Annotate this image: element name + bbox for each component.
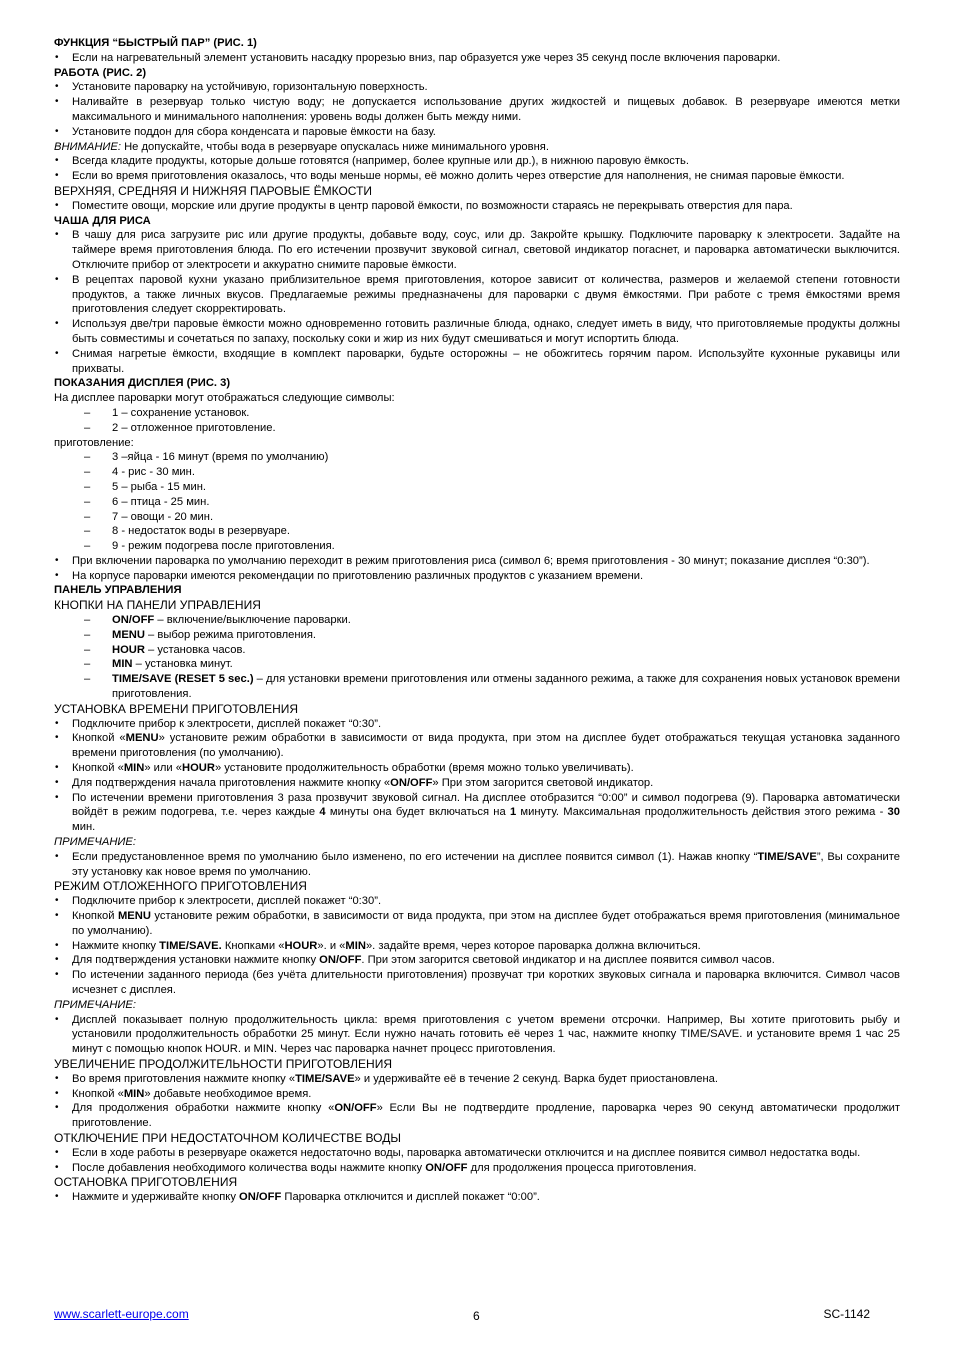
dash-marker-icon: – [84, 628, 91, 641]
text-run: Дисплей показывает полную продолжительность цикла: время приготовления с учетом времени отсрочки. Например, Вы хотите приготовить рыбу и установили продолжительность обработки 25 минут. Если нужно начать готовить её через 1 час, нажмите кнопку TIME/SAVE. и установите время 1 час 25 минут с помощью кнопок HOUR. и MIN. Через час пароварка начнет процесс приготовления. [72, 1013, 900, 1056]
bold-text: 4 [319, 806, 326, 819]
bullet-marker-icon: • [55, 1072, 59, 1084]
text-run: мин. [72, 821, 96, 834]
bullet-marker-icon: • [55, 895, 59, 907]
text-run: – установка часов. [144, 643, 246, 656]
bullet-item [54, 1101, 900, 1131]
text-run: для продолжения процесса приготовления. [467, 1161, 697, 1174]
bullet-item [54, 939, 900, 954]
text-run: Во время приготовления нажмите кнопку « [72, 1072, 296, 1085]
text-run: 7 – овощи - 20 мин. [112, 510, 214, 523]
bullet-item [54, 717, 900, 732]
text-run: Кнопкой « [72, 762, 124, 775]
bold-text: MENU [125, 732, 159, 745]
bullet-marker-icon: • [55, 954, 59, 966]
dash-item [54, 657, 900, 672]
bold-text: ON/OFF [334, 1102, 377, 1115]
text-run: 6 – птица - 25 мин. [112, 495, 210, 508]
subsection-heading: ОСТАНОВКА ПРИГОТОВЛЕНИЯ [54, 1175, 238, 1190]
text-run: Подключите прибор к электросети, дисплей покажет “0:30”. [72, 717, 382, 730]
section-heading: ЧАША ДЛЯ РИСА [54, 214, 151, 227]
text-run: » установите режим обработки в зависимости от вида продукта, при этом на дисплее будет отображаться текущая установка заданного времени приготовления (по умолчанию). [72, 732, 900, 760]
subsection-heading: УВЕЛИЧЕНИЕ ПРОДОЛЖИТЕЛЬНОСТИ ПРИГОТОВЛЕНИЯ [54, 1056, 392, 1071]
text-run: По истечении времени приготовления 3 раза прозвучит звуковой сигнал. На дисплее отобразится “0:00” и символ подогрева (9). Пароварка автоматически войдёт в режим подогрева, т.е. через каждые [72, 791, 900, 819]
text-run: Нажмите кнопку [72, 939, 160, 952]
dash-item [54, 510, 900, 525]
bullet-item [54, 1190, 900, 1205]
dash-item [54, 480, 900, 495]
text-run: 4 - рис - 30 мин. [112, 466, 195, 479]
text-run: Нажмите и удерживайте кнопку [72, 1191, 240, 1204]
text-run: – включение/выключение пароварки. [154, 614, 351, 627]
text-run: » При этом загорится световой индикатор. [432, 776, 654, 789]
text-run: В рецептах паровой кухни указано приблизительное время приготовления, которое зависит от количества, размеров и желаемой степени готовности продуктов, а также личных вкусов. Предлагаемые режимы предназначены для пароварки с двумя ёмкостями. При работе с тремя ёмкостями время приготовления следует скорректировать. [72, 273, 900, 316]
text-run: приготовление: [54, 436, 134, 449]
dash-marker-icon: – [84, 451, 91, 464]
dash-item [54, 524, 900, 539]
text-run: Наливайте в резервуар только чистую воду; не допускается использование других жидкостей и пищевых добавок. В резервуаре имеются метки максимального и минимального наполнения: уровень воды должен быть между ними. [72, 96, 900, 123]
bold-text: HOUR [112, 643, 145, 656]
bullet-item [54, 228, 900, 272]
text-run: » добавьте необходимое время. [144, 1087, 312, 1100]
bullet-marker-icon: • [55, 229, 59, 241]
text-run: Поместите овощи, морские или другие продукты в центр паровой ёмкости, по возможности стараясь не перекрывать отверстия для пара. [72, 199, 793, 212]
text-run: » установите продолжительность обработки (время можно только увеличивать). [214, 762, 634, 775]
text-run: минуты она будет включаться на [325, 806, 510, 819]
bullet-marker-icon: • [55, 776, 59, 788]
text-run: – установка минут. [132, 658, 233, 671]
bold-text: TIME/SAVE [295, 1072, 355, 1085]
text-run: Если в ходе работы в резервуаре окажется недостаточно воды, пароварка автоматически отключится и на дисплее появится символ недостатка воды. [72, 1146, 861, 1159]
bullet-marker-icon: • [55, 155, 59, 167]
bullet-marker-icon: • [55, 1013, 59, 1025]
bullet-item [54, 95, 900, 125]
manual-content [54, 36, 900, 1205]
dash-item [54, 495, 900, 510]
subsection-heading: РЕЖИМ ОТЛОЖЕННОГО ПРИГОТОВЛЕНИЯ [54, 879, 307, 894]
bullet-item [54, 968, 900, 998]
bullet-marker-icon: • [55, 969, 59, 981]
bold-text: MIN [345, 939, 366, 952]
text-run: ». задайте время, через которое пароварка должна включиться. [365, 939, 701, 952]
bullet-item [54, 791, 900, 835]
text-run: В чашу для риса загрузите рис или другие продукты, добавьте воду, соус, или др. Закройте крышку. Подключите пароварку к электросети. Задайте на таймере время приготовления блюда. По его истечении прозвучит звуковой сигнал, световой индикатор погаснет, и пароварка автоматически выключится. Отключите прибор от электросети и аккуратно снимите паровые ёмкости. [72, 229, 900, 271]
text-run: После добавления необходимого количества воды нажмите кнопку [72, 1161, 426, 1174]
text-run: Если предустановленное время по умолчанию было изменено, по его истечении на дисплее появится символ (1). Нажав кнопку “ [72, 850, 758, 863]
dash-marker-icon: – [84, 540, 91, 553]
subsection-heading: КНОПКИ НА ПАНЕЛИ УПРАВЛЕНИЯ [54, 598, 261, 613]
text-run: Для продолжения обработки нажмите кнопку « [72, 1102, 335, 1115]
note-label: ПРИМЕЧАНИЕ: [54, 836, 136, 849]
page-footer [54, 1307, 870, 1323]
bullet-item [54, 894, 900, 909]
bullet-item [54, 1087, 900, 1102]
bullet-item [54, 1146, 900, 1161]
bold-text: TIME/SAVE (RESET 5 sec.) [112, 673, 254, 686]
bullet-marker-icon: • [55, 273, 59, 285]
section-heading: ФУНКЦИЯ “БЫСТРЫЙ ПАР” (РИС. 1) [54, 37, 257, 49]
bullet-marker-icon: • [55, 939, 59, 951]
dash-item [54, 672, 900, 702]
text-run: установите режим обработки, в зависимости от вида продукта, при этом на дисплее будет отображаться время приготовления (минимальное по умолчанию). [72, 910, 901, 937]
bullet-marker-icon: • [55, 1146, 59, 1158]
text-run: 1 – сохранение установок. [112, 406, 250, 419]
bullet-item [54, 761, 900, 776]
bullet-item [54, 1072, 900, 1087]
dash-marker-icon: – [84, 480, 91, 493]
bullet-marker-icon: • [55, 1161, 59, 1173]
text-run: Подключите прибор к электросети, дисплей покажет “0:30”. [72, 895, 382, 908]
dash-item [54, 539, 900, 554]
dash-item [54, 613, 900, 628]
dash-marker-icon: – [84, 495, 91, 508]
bullet-marker-icon: • [55, 569, 59, 581]
bullet-item [54, 909, 900, 939]
text-run: Установите поддон для сбора конденсата и паровые ёмкости на базу. [72, 125, 436, 138]
text-run: Пароварка отключится и дисплей покажет “0:00”. [281, 1191, 540, 1204]
paragraph [54, 140, 900, 155]
subsection-heading: ОТКЛЮЧЕНИЕ ПРИ НЕДОСТАТОЧНОМ КОЛИЧЕСТВЕ ВОДЫ [54, 1130, 401, 1145]
bullet-item [54, 1013, 900, 1057]
text-run: На корпусе пароварки имеются рекомендации по приготовлению различных продуктов с указанием времени. [72, 569, 644, 582]
dash-item [54, 628, 900, 643]
bold-text: MIN [112, 658, 133, 671]
bullet-marker-icon: • [55, 170, 59, 182]
text-run: ”, Вы сохраните эту установку как новое время по умолчанию. [72, 850, 900, 878]
text-run: Если во время приготовления оказалось, что воды меньше нормы, её можно долить через отверстие для наполнения, не снимая паровые ёмкости. [72, 170, 845, 183]
text-run: Не допускайте, чтобы вода в резервуаре опускалась ниже минимального уровня. [120, 140, 549, 153]
bullet-marker-icon: • [55, 96, 59, 108]
text-run: Снимая нагретые ёмкости, входящие в комплект пароварки, будьте осторожны – не обожгитесь горячим паром. Используйте кухонные рукавицы или прихваты. [72, 347, 900, 375]
text-run: Кнопкой [72, 910, 118, 923]
text-run: » Если Вы не подтвердите продление, пароварка через 90 секунд автоматически продолжит приготовление. [72, 1102, 900, 1130]
text-run: . При этом загорится световой индикатор и на дисплее появится символ часов. [361, 954, 775, 967]
dash-marker-icon: – [84, 525, 91, 538]
text-run: Кнопкой « [72, 1087, 124, 1100]
bullet-marker-icon: • [55, 1087, 59, 1099]
note-label: ПРИМЕЧАНИЕ: [54, 998, 136, 1011]
bullet-item [54, 1161, 900, 1176]
bold-text: MENU [112, 628, 145, 641]
dash-item [54, 643, 900, 658]
bullet-item [54, 850, 900, 880]
text-run: Используя две/три паровые ёмкости можно одновременно готовить различные блюда, однако, следует иметь в виду, что приготовляемые продукты должны быть совместимы и сочетаться по запаху, поскольку соки и жир из них будут смешиваться и могут испортить блюда. [72, 318, 900, 345]
text-run: Кнопками « [221, 939, 285, 952]
bold-text: ON/OFF [390, 776, 433, 789]
bullet-item [54, 347, 900, 377]
bold-text: MIN [123, 1087, 145, 1100]
text-run: » или « [144, 762, 183, 775]
bullet-marker-icon: • [55, 125, 59, 137]
bullet-item [54, 731, 900, 761]
dash-marker-icon: – [84, 673, 91, 686]
bullet-item [54, 51, 900, 66]
text-run: Кнопкой « [72, 732, 126, 745]
bullet-marker-icon: • [55, 1191, 59, 1203]
text-run: Всегда кладите продукты, которые дольше готовятся (например, более крупные или др.), в нижнюю паровую ёмкость. [72, 155, 689, 168]
bullet-marker-icon: • [55, 51, 59, 63]
bullet-item [54, 169, 900, 184]
bold-text: HOUR [182, 762, 215, 775]
italic-text: ВНИМАНИЕ: [54, 140, 121, 153]
text-run: Для подтверждения установки нажмите кнопку [72, 954, 320, 967]
bold-text: TIME/SAVE. [159, 939, 222, 952]
bullet-marker-icon: • [55, 850, 59, 862]
dash-marker-icon: – [84, 614, 91, 627]
bullet-item [54, 80, 900, 95]
section-heading: ПАНЕЛЬ УПРАВЛЕНИЯ [54, 584, 182, 597]
text-run: 9 - режим подогрева после приготовления. [112, 540, 335, 553]
bullet-item [54, 273, 900, 317]
bold-text: ON/OFF [112, 614, 155, 627]
bold-text: TIME/SAVE [757, 850, 817, 863]
bold-text: 1 [509, 806, 517, 819]
bullet-marker-icon: • [55, 910, 59, 922]
page-number: 6 [473, 1309, 480, 1323]
bullet-item [54, 569, 900, 584]
bullet-item [54, 317, 900, 347]
paragraph [54, 436, 900, 451]
dash-item [54, 450, 900, 465]
section-heading: РАБОТА (РИС. 2) [54, 66, 147, 79]
text-run: » и удерживайте её в течение 2 секунд. Варка будет приостановлена. [354, 1072, 719, 1085]
bullet-marker-icon: • [55, 81, 59, 93]
bullet-item [54, 125, 900, 140]
paragraph [54, 391, 900, 406]
subsection-heading: УСТАНОВКА ВРЕМЕНИ ПРИГОТОВЛЕНИЯ [54, 701, 299, 716]
bullet-marker-icon: • [55, 717, 59, 729]
dash-marker-icon: – [84, 510, 91, 523]
website-link[interactable]: www.scarlett-europe.com [54, 1307, 189, 1321]
bold-text: HOUR [284, 939, 318, 952]
text-run: Если на нагревательный элемент установить насадку прорезью вниз, пар образуется уже через 35 секунд после включения пароварки. [72, 51, 781, 64]
section-heading: ПОКАЗАНИЯ ДИСПЛЕЯ (РИС. 3) [54, 377, 231, 390]
text-run: – для установки времени приготовления или отмены заданного режима, а также для сохранения новых установок времени приготовления. [112, 673, 900, 701]
dash-marker-icon: – [84, 643, 91, 656]
bullet-item [54, 154, 900, 169]
bold-text: ON/OFF [239, 1191, 282, 1204]
bullet-marker-icon: • [55, 791, 59, 803]
text-run: – выбор режима приготовления. [144, 628, 316, 641]
bullet-item [54, 199, 900, 214]
bullet-marker-icon: • [55, 1102, 59, 1114]
bullet-item [54, 776, 900, 791]
bullet-item [54, 554, 900, 569]
bullet-marker-icon: • [55, 347, 59, 359]
bullet-marker-icon: • [55, 732, 59, 744]
dash-marker-icon: – [84, 466, 91, 479]
subsection-heading: ВЕРХНЯЯ, СРЕДНЯЯ И НИЖНЯЯ ПАРОВЫЕ ЁМКОСТИ [54, 183, 373, 198]
text-run: минуту. Максимальная продолжительность действия этого режима - [516, 806, 888, 819]
text-run: При включении пароварка по умолчанию переходит в режим приготовления риса (символ 6; время приготовления - 30 минут; показание дисплея “0:30”). [72, 554, 870, 567]
bullet-item [54, 953, 900, 968]
dash-item [54, 465, 900, 480]
bullet-marker-icon: • [55, 199, 59, 211]
bold-text: ON/OFF [319, 954, 362, 967]
text-run: Для подтверждения начала приготовления нажмите кнопку « [72, 776, 391, 789]
bold-text: ON/OFF [425, 1161, 468, 1174]
model-number: SC-1142 [823, 1307, 870, 1321]
dash-marker-icon: – [84, 406, 91, 419]
text-run: На дисплее пароварки могут отображаться следующие символы: [54, 392, 395, 405]
dash-item [54, 421, 900, 436]
text-run: Установите пароварку на устойчивую, горизонтальную поверхность. [72, 81, 428, 94]
text-run: 3 –яйца - 16 минут (время по умолчанию) [112, 451, 329, 464]
bold-text: MIN [123, 762, 145, 775]
dash-marker-icon: – [84, 658, 91, 671]
bullet-marker-icon: • [55, 318, 59, 330]
bullet-marker-icon: • [55, 554, 59, 566]
text-run: 2 – отложенное приготовление. [112, 421, 276, 434]
text-run: По истечении заданного периода (без учёта длительности приготовления) прозвучат три коротких звуковых сигнала и пароварка включится. Символ часов исчезнет с дисплея. [72, 969, 900, 996]
dash-marker-icon: – [84, 421, 91, 434]
text-run: 5 – рыба - 15 мин. [112, 480, 207, 493]
bullet-marker-icon: • [55, 762, 59, 774]
text-run: ». и « [317, 939, 346, 952]
bold-text: 30 [887, 806, 900, 819]
dash-item [54, 406, 900, 421]
text-run: 8 - недостаток воды в резервуаре. [112, 525, 290, 538]
bold-text: MENU [117, 910, 151, 923]
